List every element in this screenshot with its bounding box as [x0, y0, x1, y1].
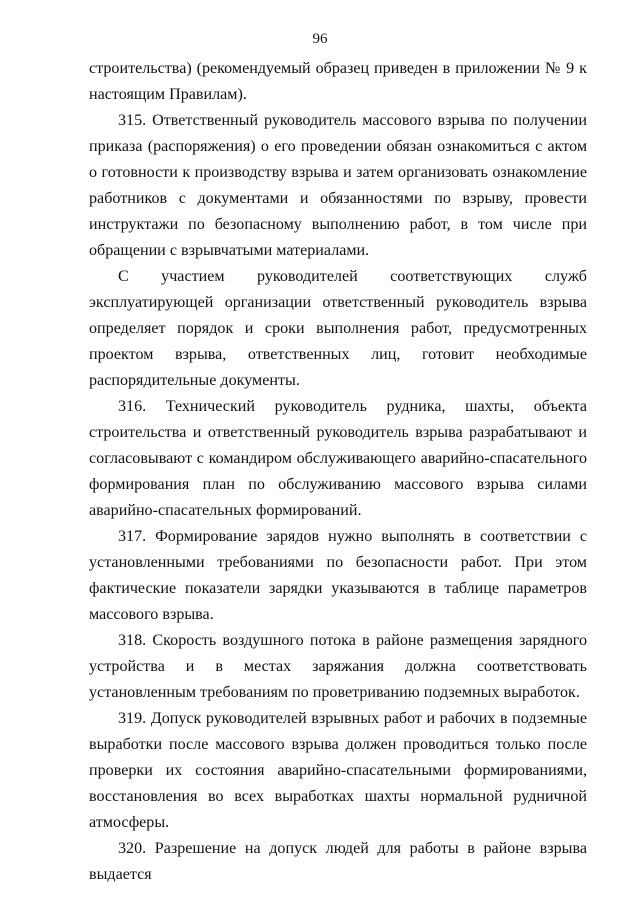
paragraph-315: 315. Ответственный руководитель массового взрыва по получении приказа (распоряжения) о его проведении обязан ознакомиться с актом о готовности к производству взрыва и затем организовать ознакомление работников с документами и обязанностями по взрыву, провести инструктажи по безопасному выполнению работ, в том числе при обращении с взрывчатыми материалами. [89, 112, 587, 259]
paragraph-315-continued: С участием руководителей соответствующих служб эксплуатирующей организации ответственный руководитель взрыва определяет порядок и сроки выполнения работ, предусмотренных проектом взрыва, ответственных лиц, готовит необходимые распорядительные документы. [89, 268, 587, 389]
paragraph-317: 317. Формирование зарядов нужно выполнять в соответствии с установленными требованиями по безопасности работ. При этом фактические показатели зарядки указываются в таблице параметров массового взрыва. [89, 528, 587, 623]
paragraph-316: 316. Технический руководитель рудника, шахты, объекта строительства и ответственный руководитель взрыва разрабатывают и согласовывают с командиром обслуживающего аварийно-спасательного формирования план по обслуживанию массового взрыва силами аварийно-спасательных формирований. [89, 398, 587, 519]
paragraph-319: 319. Допуск руководителей взрывных работ и рабочих в подземные выработки после массового взрыва должен проводиться только после проверки их состояния аварийно-спасательными формированиями, восстановления во всех выработках шахты нормальной рудничной атмосферы. [89, 710, 587, 831]
document-body [89, 56, 587, 888]
paragraph-continuation: строительства) (рекомендуемый образец приведен в приложении № 9 к настоящим Правилам). [89, 60, 587, 103]
page-number: 96 [312, 31, 328, 47]
paragraph-320: 320. Разрешение на допуск людей для работы в районе взрыва выдается [89, 840, 587, 883]
paragraph-318: 318. Скорость воздушного потока в районе размещения зарядного устройства и в местах заряжания должна соответствовать установленным требованиям по проветриванию подземных выработок. [89, 632, 587, 701]
